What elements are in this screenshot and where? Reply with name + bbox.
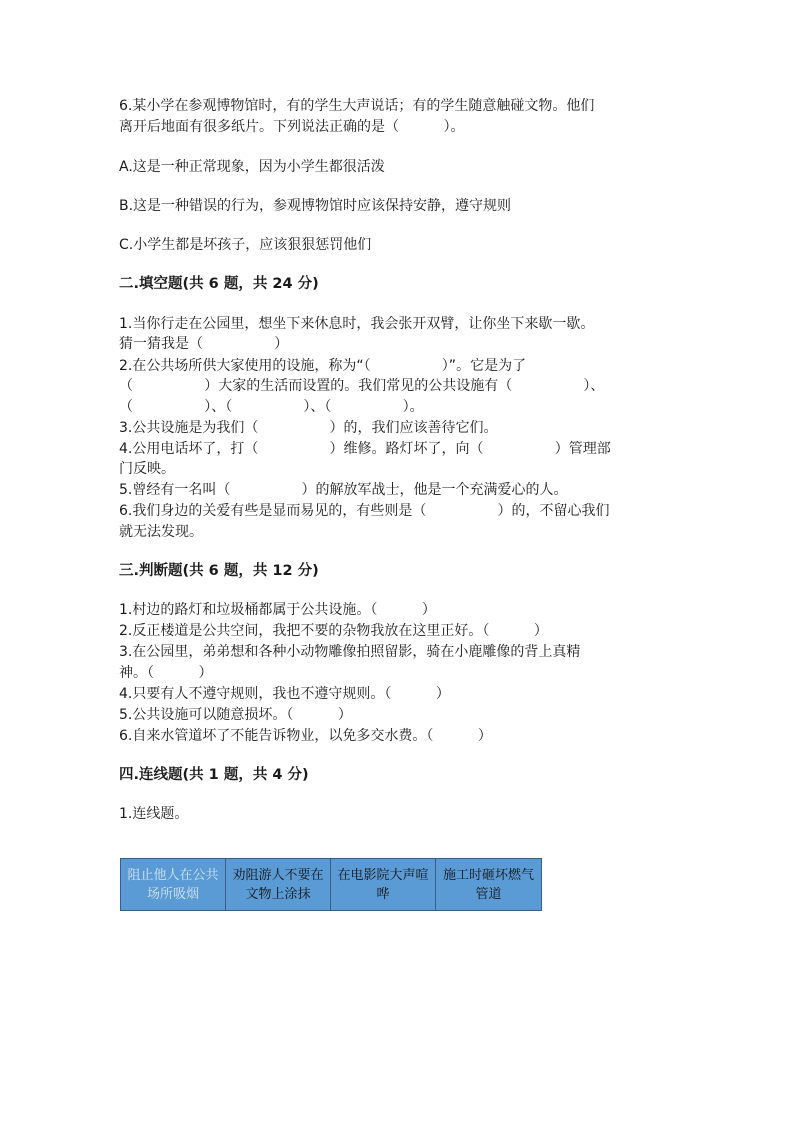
fill-line: 就无法发现。 [119,524,203,540]
section-4-title: 四.连线题(共 1 题，共 4 分) [119,767,309,783]
fill-line: （ ）大家的生活而设置的。我们常见的公共设施有（ ）、 [119,378,605,394]
fill-line: 2.在公共场所供大家使用的设施，称为“（ ）”。它是为了 [119,358,527,374]
judge-line: 1.村边的路灯和垃圾桶都属于公共设施。（ ） [119,602,436,618]
matching-box-row [120,858,542,911]
option-c: C.小学生都是坏孩子，应该狠狠惩罚他们 [119,237,372,253]
matching-box: 施工时砸坏燃气管道 [436,859,541,910]
question-6-stem-line-1: 6.某小学在参观博物馆时，有的学生大声说话；有的学生随意触碰文物。他们 [119,98,595,114]
fill-line: 5.曾经有一名叫（ ）的解放军战士，他是一个充满爱心的人。 [119,482,568,498]
fill-line: 门反映。 [119,461,175,477]
matching-box: 劝阻游人不要在文物上涂抹 [226,859,331,910]
fill-line: 1.当你行走在公园里，想坐下来休息时，我会张开双臂，让你坐下来歇一歇。 [119,316,595,332]
matching-question: 1.连线题。 [119,806,189,822]
judge-line: 2.反正楼道是公共空间，我把不要的杂物我放在这里正好。（ ） [119,623,548,639]
fill-line: 4.公用电话坏了，打（ ）维修。路灯坏了，向（ ）管理部 [119,441,611,457]
matching-box: 阻止他人在公共场所吸烟 [121,859,226,910]
fill-line: （ ）、（ ）、（ ）。 [119,399,424,415]
section-3-title: 三.判断题(共 6 题，共 12 分) [119,563,319,579]
fill-line: 3.公共设施是为我们（ ）的，我们应该善待它们。 [119,420,498,436]
option-b: B.这是一种错误的行为，参观博物馆时应该保持安静，遵守规则 [119,198,512,214]
fill-line: 6.我们身边的关爱有些是显而易见的，有些则是（ ）的，不留心我们 [119,503,610,519]
matching-box: 在电影院大声喧哗 [331,859,436,910]
option-a: A.这是一种正常现象，因为小学生都很活泼 [119,159,385,175]
judge-line: 神。（ ） [119,665,213,681]
section-2-title: 二.填空题(共 6 题，共 24 分) [119,276,319,292]
judge-line: 5.公共设施可以随意损坏。（ ） [119,707,352,723]
judge-line: 3.在公园里，弟弟想和各种小动物雕像拍照留影，骑在小鹿雕像的背上真精 [119,644,581,660]
judge-line: 4.只要有人不遵守规则，我也不遵守规则。（ ） [119,686,450,702]
question-6-stem-line-2: 离开后地面有很多纸片。下列说法正确的是（ ）。 [119,119,465,135]
judge-line: 6.自来水管道坏了不能告诉物业，以免多交水费。（ ） [119,728,492,744]
fill-line: 猜一猜我是（ ） [119,336,289,352]
